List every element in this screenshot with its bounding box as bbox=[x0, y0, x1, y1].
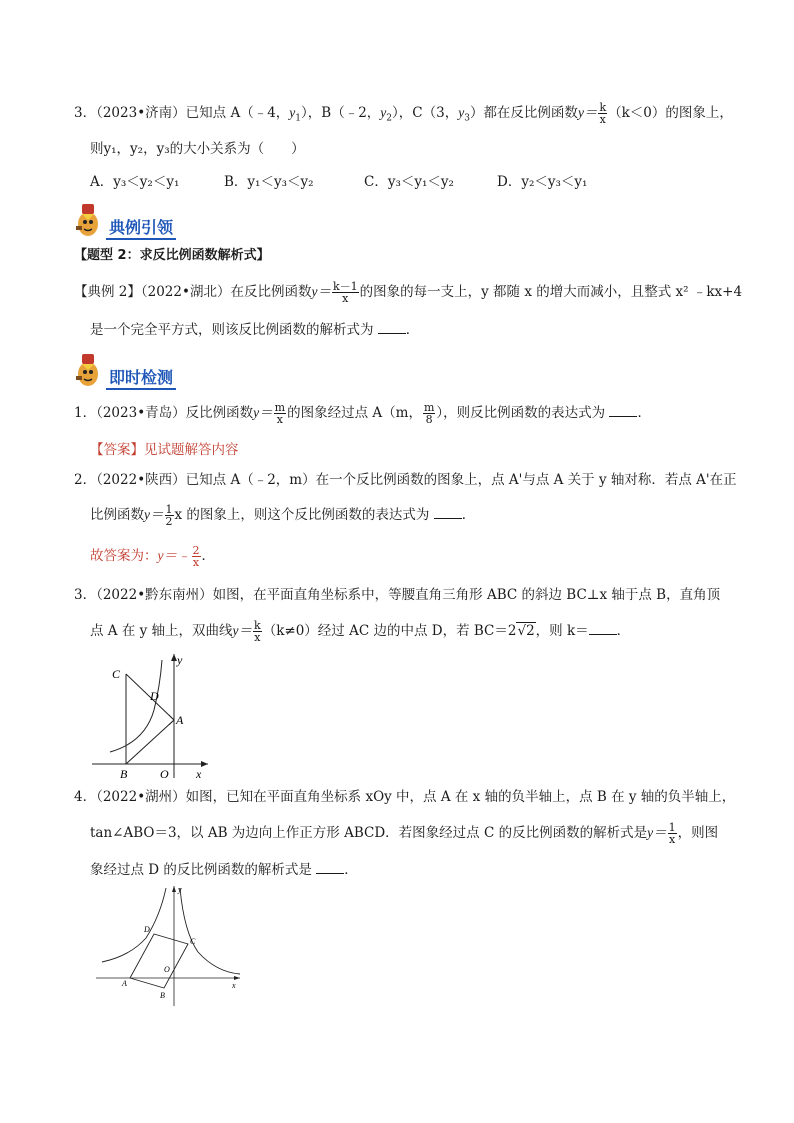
option-c: C．y₃＜y₁＜y₂ bbox=[364, 174, 454, 190]
p4-line1: 4．（2022•湖州）如图，已知在平面直角坐标系 xOy 中，点 A 在 x 轴的负半轴上，点 B 在 y 轴的负半轴上， bbox=[74, 789, 736, 805]
answer-blank bbox=[378, 321, 406, 334]
p3-line1: 3．（2022•黔东南州）如图，在平面直角坐标系中，等腰直角三角形 ABC 的斜边 BC⊥x 轴于点 B，直角顶 bbox=[74, 587, 721, 603]
answer-blank bbox=[316, 861, 344, 874]
section-header-examples bbox=[72, 200, 176, 240]
fig-label-y: y bbox=[178, 885, 182, 894]
p4-line2: tan∠ABO＝3，以 AB 为边向上作正方形 ABCD．若图象经过点 C 的反比例函数的解析式是y＝ $\frac{1}{x}$ ，则图 bbox=[90, 821, 719, 846]
fig-label-c: C bbox=[190, 937, 196, 946]
option-b: B．y₁＜y₃＜y₂ bbox=[224, 174, 314, 190]
option-a: A．y₃＜y₂＜y₁ bbox=[90, 174, 180, 190]
q3-line1: 3．（2023•济南）已知点 A（﹣4，$y_1$），B（﹣2，$y_2$），C（3，$y_3$）都在反比例函数y＝ $\frac{k}{x}$ （k＜0）的图象上， bbox=[74, 101, 733, 126]
fig-label-c: C bbox=[112, 667, 121, 681]
fraction: $\frac{k}{x}$ bbox=[599, 101, 607, 126]
sqrt: √2 bbox=[517, 623, 535, 639]
p4-line3: 象经过点 D 的反比例函数的解析式是 ． bbox=[90, 862, 358, 878]
answer-blank bbox=[434, 506, 462, 519]
fig-label-x: x bbox=[196, 767, 202, 780]
type2-label: 【题型 2：求反比例函数解析式】 bbox=[74, 248, 270, 263]
pencil-mascot-icon bbox=[72, 350, 104, 390]
answer-blank bbox=[589, 622, 617, 635]
figure-p4 bbox=[90, 882, 250, 1010]
fig-label-a: A bbox=[122, 979, 127, 988]
fraction: $\frac{m}{8}$ bbox=[423, 401, 435, 426]
fig-label-d: D bbox=[144, 925, 150, 934]
fig-label-b: B bbox=[120, 767, 128, 780]
q3-line2: 则y₁，y₂，y₃的大小关系为（ ） bbox=[90, 141, 305, 157]
p2-line2: 比例函数y＝ $\frac{1}{2}$ x 的图象上，则这个反比例函数的表达式为 ． bbox=[90, 503, 476, 528]
section-header-check bbox=[72, 350, 176, 390]
p3-line2: 点 A 在 y 轴上，双曲线y＝ $\frac{k}{x}$ （k≠0）经过 AC 边的中点 D，若 BC＝2√2，则 k＝ ． bbox=[90, 619, 631, 644]
fraction: $\frac{k}{x}$ bbox=[254, 619, 261, 644]
answer-blank bbox=[609, 404, 637, 417]
fig-label-o: O bbox=[164, 965, 170, 974]
fraction: $\frac{1}{2}$ bbox=[165, 503, 173, 528]
p2-line1: 2．（2022•陕西）已知点 A（﹣2，m）在一个反比例函数的图象上，点 A'与点 A 关于 y 轴对称．若点 A'在正 bbox=[74, 472, 737, 488]
figure-p3 bbox=[90, 650, 220, 780]
fraction: $\frac{m}{x}$ bbox=[274, 401, 286, 426]
p1-line1: 1．（2023•青岛）反比例函数y＝ $\frac{m}{x}$ 的图象经过点 A（m， $\frac{m}{8}$ ），则反比例函数的表达式为 ． bbox=[74, 401, 651, 426]
fig-label-o: O bbox=[160, 767, 169, 780]
example2-line2: 是一个完全平方式，则该反比例函数的解析式为 ． bbox=[90, 322, 420, 338]
fig-label-d: D bbox=[150, 689, 159, 703]
fig-label-x: x bbox=[232, 981, 236, 990]
p2-answer: 故答案为：y＝﹣ $\frac{2}{x}$ ． bbox=[90, 544, 215, 569]
option-d: D．y₂＜y₃＜y₁ bbox=[497, 174, 588, 190]
section-title: 典例引领 bbox=[106, 218, 176, 240]
example2-line1: 【典例 2】（2022•湖北）在反比例函数y＝ $\frac{k-1}{x}$ 的图象的每一支上，y 都随 x 的增大而减小，且整式 x² ﹣kx+4 bbox=[74, 280, 743, 305]
section-title: 即时检测 bbox=[106, 368, 176, 390]
pencil-mascot-icon bbox=[72, 200, 104, 240]
fraction: $\frac{2}{x}$ bbox=[192, 544, 200, 569]
fig-label-a: A bbox=[176, 713, 184, 727]
p1-answer: 【答案】见试题解答内容 bbox=[90, 442, 239, 458]
fig-label-y: y bbox=[177, 653, 183, 667]
fraction: $\frac{1}{x}$ bbox=[668, 821, 676, 846]
fraction: $\frac{k-1}{x}$ bbox=[332, 280, 358, 305]
fig-label-b: B bbox=[160, 991, 165, 1000]
